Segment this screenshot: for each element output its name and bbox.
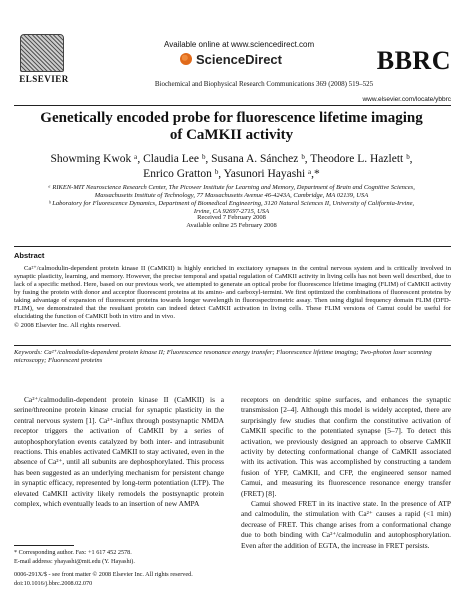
- title-line-1: Genetically encoded probe for fluorescence lifetime imaging: [40, 110, 423, 126]
- journal-url[interactable]: www.elsevier.com/locate/ybbrc: [362, 96, 451, 103]
- body-column-right: [241, 395, 451, 551]
- abstract-box: [14, 246, 451, 346]
- email-note: E-mail address: yhayashi@mit.edu (Y. Hayashi).: [14, 558, 135, 565]
- authors-line-1: Showming Kwok ᵃ, Claudia Lee ᵇ, Susana A. Sánchez ᵇ, Theodore L. Hazlett ᵇ,: [50, 153, 413, 165]
- abstract-copyright: © 2008 Elsevier Inc. All rights reserved.: [14, 322, 121, 329]
- affiliation-a: [30, 184, 433, 200]
- body-paragraph: Ca²⁺/calmodulin-dependent protein kinase II (CaMKII) is a serine/threonine protein kinase crucial for synaptic plasticity in the central nervous system [1]. Ca²⁺-influx through postsynaptic NMDA receptor triggers the activation of CaMKII by a series of autophosphorylation events catalyzed by both inter- and intrasubunit reactions. This enables activated CaMKII to stay activated, even in the absence of Ca²⁺, until all subunits are dephosphorylated. This process has been suggested as an underlying mechanism for persistent change in synaptic efficacy, represented by long-term potentiation (LTP). The elevated CaMKII activity likely remodels the postsynaptic protein complex, which eventually leads to an insertion of new AMPA: [14, 395, 224, 509]
- footnote-rule: [14, 545, 74, 546]
- received-date: Received 7 February 2008: [197, 214, 266, 221]
- corresponding-author-note: * Corresponding author. Fax: +1 617 452 2578.: [14, 549, 132, 556]
- issn-line: 0006-291X/$ - see front matter © 2008 Elsevier Inc. All rights reserved.: [14, 571, 193, 578]
- authors-line-2: Enrico Gratton ᵇ, Yasunori Hayashi ᵃ,*: [143, 168, 320, 180]
- doi-line[interactable]: doi:10.1016/j.bbrc.2008.02.070: [14, 580, 93, 587]
- affiliation-a-line-2: Massachusetts Institute of Technology, 77 Massachusetts Avenue 46-4243A, Cambridge, MA 02139, USA: [94, 192, 369, 199]
- body-paragraph: receptors on dendritic spine surfaces, and enhances the synaptic transmission [2–4]. Although this model is widely accepted, there are surprisingly few studies that confirm the constitutive activation of CaMKII specific to the potentiated synapse [5–7]. To detect this activation, we previously designed an approach to observe CaMKII activity by detecting conformational change of CaMKII associated with its activation. This was accomplished by constructing a tandem fusion of YFP, CaMKII, and CFP, the engineered sensor named Camui, and measuring its fluorescence resonance energy transfer (FRET) [8].: [241, 395, 451, 498]
- elsevier-logo: [14, 34, 74, 90]
- header-rule: [14, 105, 451, 106]
- elsevier-tree-icon: [20, 34, 64, 72]
- available-date: Available online 25 February 2008: [186, 222, 277, 229]
- publisher-name: ELSEVIER: [19, 74, 69, 84]
- keywords-label: Keywords:: [14, 349, 43, 356]
- title-line-2: of CaMKII activity: [169, 127, 294, 143]
- abstract-body: Ca²⁺/calmodulin-dependent protein kinase II (CaMKII) is highly enriched in excitatory synapses in the central nervous system and is critically involved in synaptic plasticity, learning, and memory. However, the precise temporal and spatial regulation of CaMKII activity in living cells has not been well described, due to lack of a specific method. Here, based on our previous work, we attempted to generate an optical probe for fluorescence lifetime imaging (FLIM) of CaMKII activity by fusing the protein with donor and acceptor fluorescent proteins at its amino- and carboxyl-termini. We first optimized the combinations of fluorescent proteins by taking advantage of expansion of fluorescent proteins towards longer wavelength in fluorospectrometric assay. Then using digital frequency domain FLIM (DFD-FLIM), we demonstrated that the resultant protein can indeed detect CaMKII activation in living cells. These FLIM versions of Camui could be useful for elucidating the function of CaMKII both in vitro and in vivo.: [14, 265, 451, 320]
- sciencedirect-label: ScienceDirect: [196, 52, 282, 67]
- affiliation-b-line-1: ᵇ Laboratory for Fluorescence Dynamics, Department of Biomedical Engineering, 3120 Natural Sciences II, University of California-Irvine,: [48, 200, 415, 207]
- affiliation-a-line-1: ᵃ RIKEN-MIT Neuroscience Research Center, The Picower Institute for Learning and Memory, Department of Brain and Cognitive Sciences,: [48, 184, 415, 191]
- abstract-heading: Abstract: [14, 251, 45, 260]
- sciencedirect-logo: [180, 52, 282, 67]
- article-dates: [30, 214, 433, 230]
- journal-logo: BBRC: [376, 46, 451, 75]
- body-paragraph: Camui showed FRET in its inactive state. In the presence of ATP and calmodulin, the stimulation with Ca²⁺ causes a rapid (<1 min) decrease of FRET. This change arises from a conformational change due to both binding with Ca²⁺/calmodulin and autophosphorylation. Even after the addition of EGTA, the increase in FRET persists.: [241, 499, 451, 550]
- available-online-text: Available online at www.sciencedirect.com: [164, 40, 315, 49]
- journal-citation: Biochemical and Biophysical Research Communications 369 (2008) 519–525: [154, 80, 374, 88]
- author-list: [30, 152, 433, 182]
- journal-header: [14, 10, 451, 110]
- sciencedirect-icon: [180, 53, 192, 65]
- body-column-left: [14, 395, 224, 509]
- keywords-list: Ca²⁺/calmodulin-dependent protein kinase II; Fluorescence resonance energy transfer; Fluorescence lifetime imaging; Two-photon laser scanning microscopy; Fluorescent proteins: [14, 349, 432, 364]
- article-title: [30, 110, 433, 144]
- affiliation-b-line-2: Irvine, CA 92697-2715, USA: [193, 208, 270, 215]
- keywords: [14, 349, 451, 365]
